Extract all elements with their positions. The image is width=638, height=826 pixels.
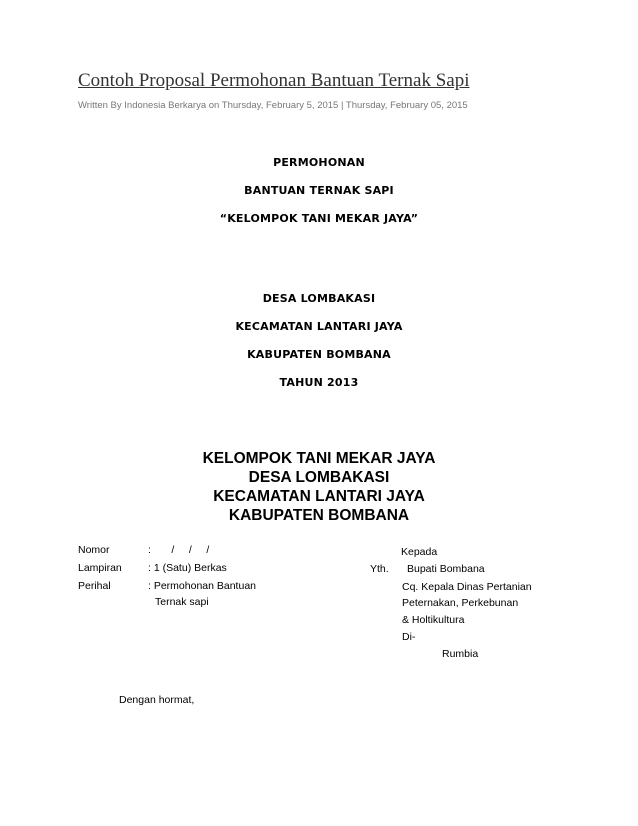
perihal-value-line1: : Permohonan Bantuan	[148, 580, 256, 592]
recipient-place: Rumbia	[442, 648, 479, 660]
cover-line-kabupaten: KABUPATEN BOMBANA	[247, 348, 391, 361]
recipient-cq-line1: Cq. Kepala Dinas Pertanian	[402, 581, 532, 593]
letterhead-line-kecamatan: KECAMATAN LANTARI JAYA	[213, 488, 425, 505]
perihal-value-line2: Ternak sapi	[155, 596, 209, 608]
nomor-value: : / / /	[148, 544, 210, 556]
letterhead-line-desa: DESA LOMBAKASI	[248, 469, 390, 486]
cover-line-bantuan: BANTUAN TERNAK SAPI	[244, 184, 394, 197]
post-byline: Written By Indonesia Berkarya on Thursday, February 5, 2015 | Thursday, February 05, 2015	[78, 100, 468, 111]
recipient-cq-line3: & Holtikultura	[402, 614, 465, 626]
letterhead-line-kelompok: KELOMPOK TANI MEKAR JAYA	[202, 450, 436, 467]
recipient-di: Di-	[402, 631, 416, 643]
lampiran-label: Lampiran	[78, 562, 122, 574]
recipient-cq-line2: Peternakan, Perkebunan	[402, 597, 519, 609]
salutation: Dengan hormat,	[119, 694, 195, 706]
lampiran-value: : 1 (Satu) Berkas	[148, 562, 227, 574]
perihal-label: Perihal	[78, 580, 111, 592]
yth-value: Bupati Bombana	[407, 563, 485, 575]
letterhead-line-kabupaten: KABUPATEN BOMBANA	[228, 507, 410, 524]
cover-line-tahun: TAHUN 2013	[279, 376, 359, 389]
page-title[interactable]: Contoh Proposal Permohonan Bantuan Ternak Sapi	[78, 70, 470, 91]
cover-line-kecamatan: KECAMATAN LANTARI JAYA	[235, 320, 403, 333]
cover-line-desa: DESA LOMBAKASI	[262, 292, 376, 305]
kepada-label: Kepada	[401, 546, 438, 558]
cover-line-kelompok: “KELOMPOK TANI MEKAR JAYA”	[219, 212, 419, 225]
cover-line-permohonan: PERMOHONAN	[273, 156, 365, 169]
nomor-label: Nomor	[78, 544, 110, 556]
yth-label: Yth.	[370, 563, 389, 575]
